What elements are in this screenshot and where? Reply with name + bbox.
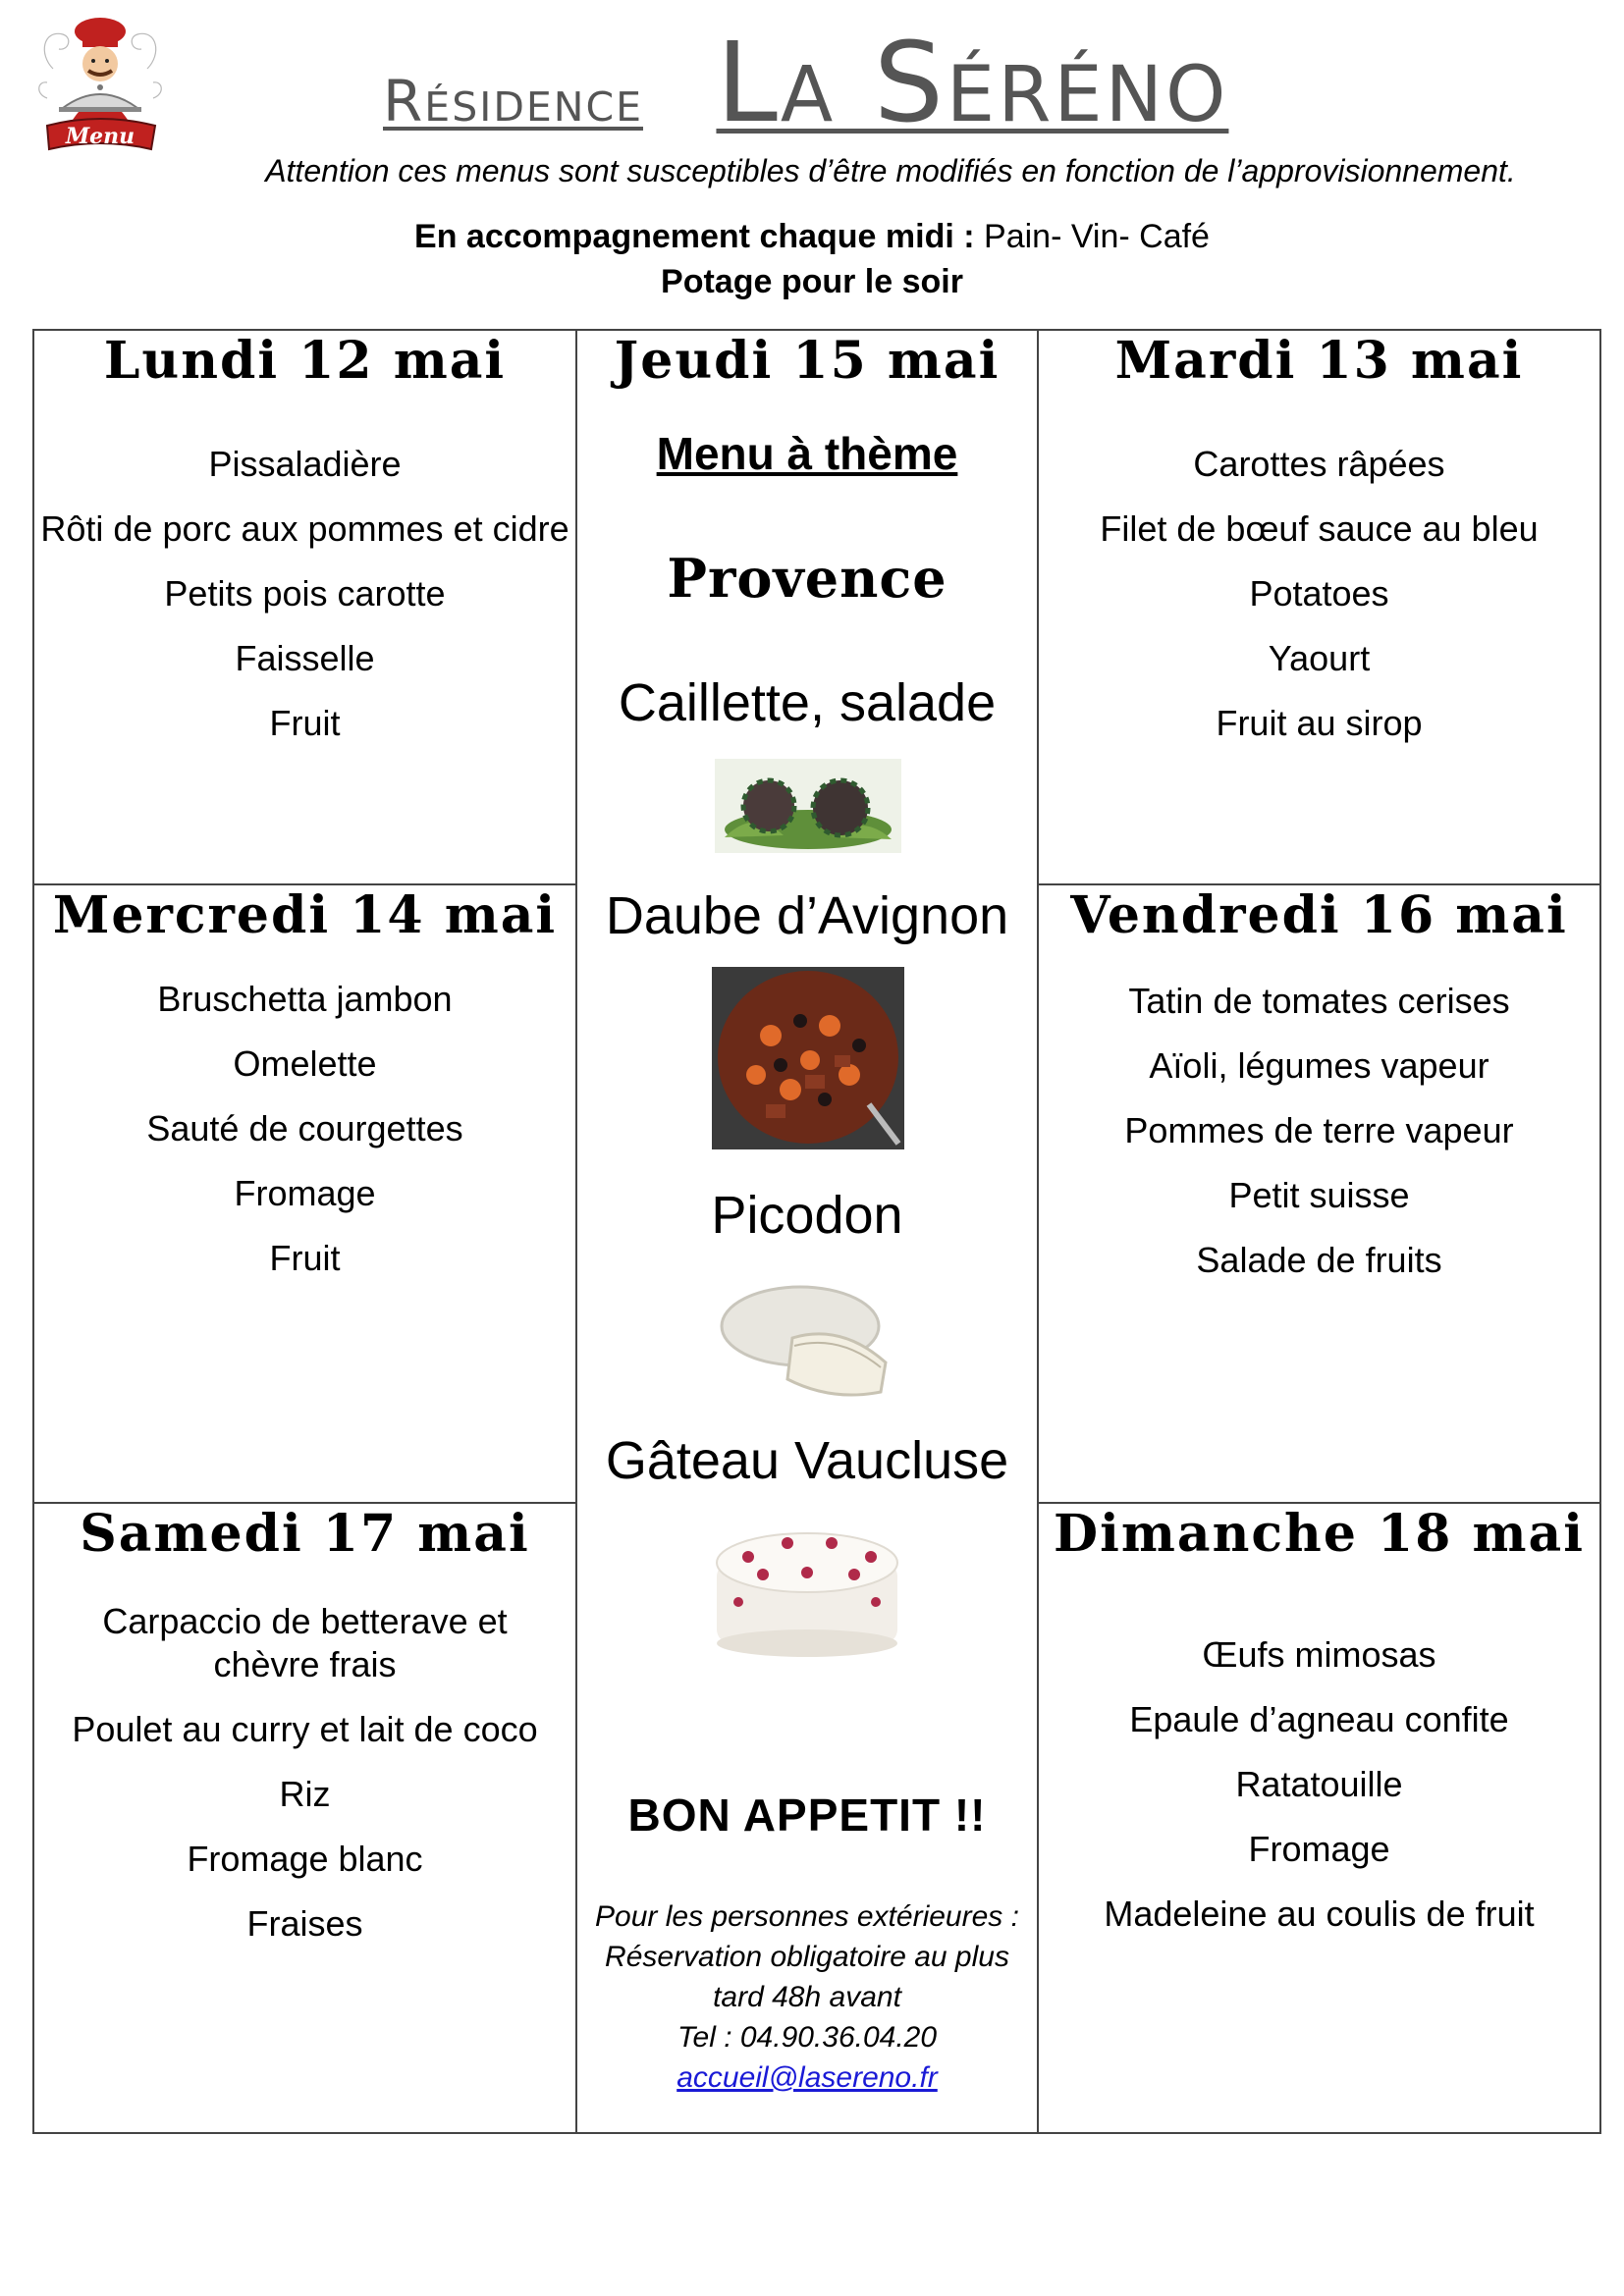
- day-title: Mercredi 14 mai: [52, 885, 558, 945]
- daube-photo: [712, 967, 904, 1149]
- theme-heading: Menu à thème: [656, 428, 958, 479]
- menu-item: Riz: [279, 1774, 331, 1815]
- menu-items: [1039, 1633, 1599, 1936]
- contact-line: tard 48h avant: [713, 1981, 901, 2013]
- menu-item: Fruit: [269, 703, 341, 744]
- menu-item: Fromage blanc: [187, 1839, 423, 1880]
- gateau-photo: [709, 1514, 905, 1661]
- menu-item: Petit suisse: [1228, 1175, 1410, 1216]
- menu-items: [1039, 443, 1599, 745]
- menu-item: Madeleine au coulis de fruit: [1104, 1894, 1535, 1935]
- dish-name: Picodon: [711, 1186, 903, 1245]
- day-cell-dimanche: [1039, 1504, 1599, 2132]
- bon-appetit: BON APPETIT !!: [627, 1789, 987, 1841]
- accompaniment-line: [0, 218, 1624, 256]
- day-cell-samedi: [34, 1504, 575, 2132]
- menu-item: Ratatouille: [1235, 1764, 1403, 1805]
- menu-item: Poulet au curry et lait de coco: [72, 1709, 538, 1750]
- menu-item: Pommes de terre vapeur: [1124, 1110, 1514, 1151]
- title-prefix: Résidence: [383, 68, 644, 134]
- menu-item: Potatoes: [1249, 573, 1389, 614]
- menu-item: Sauté de courgettes: [146, 1108, 463, 1149]
- menu-items: [34, 1600, 575, 1945]
- menu-item: Faisselle: [235, 638, 375, 679]
- title-name: La Séréno: [716, 20, 1229, 147]
- menu-items: [1039, 980, 1599, 1282]
- dish-name: Gâteau Vaucluse: [605, 1431, 1009, 1490]
- contact-line: Pour les personnes extérieures :: [595, 1900, 1019, 1933]
- contact-line: Réservation obligatoire au plus: [605, 1941, 1009, 1973]
- day-title: Samedi 17 mai: [80, 1504, 530, 1564]
- caillette-photo: [715, 759, 901, 853]
- menu-item: Bruschetta jambon: [157, 979, 453, 1020]
- day-cell-jeudi: [576, 331, 1038, 2132]
- menu-item: Omelette: [233, 1043, 377, 1085]
- picodon-photo: [714, 1269, 904, 1407]
- menu-item: Œufs mimosas: [1202, 1634, 1436, 1676]
- contact-email-link[interactable]: accueil@lasereno.fr: [677, 2061, 938, 2094]
- residence-title: [383, 20, 1229, 147]
- theme-region: Provence: [667, 547, 947, 610]
- supply-notice: Attention ces menus sont susceptibles d’être modifiés en fonction de l’approvisionnement.: [265, 153, 1516, 188]
- menu-item: Carpaccio de betterave et chèvre frais: [102, 1601, 508, 1685]
- day-cell-vendredi: [1039, 885, 1599, 1502]
- menu-item: Fromage: [234, 1173, 376, 1214]
- menu-item: Fruit: [269, 1238, 341, 1279]
- accompaniment-label: En accompagnement chaque midi :: [414, 218, 975, 255]
- menu-item: Yaourt: [1268, 638, 1371, 679]
- evening-soup: Potage pour le soir: [661, 263, 963, 300]
- menu-item: Fruit au sirop: [1216, 703, 1423, 744]
- menu-item: Salade de fruits: [1196, 1240, 1442, 1281]
- menu-item: Tatin de tomates cerises: [1128, 981, 1510, 1022]
- day-cell-lundi: [34, 331, 575, 883]
- day-title: Jeudi 15 mai: [614, 331, 1001, 391]
- chef-menu-logo: [33, 10, 167, 167]
- contact-phone: Tel : 04.90.36.04.20: [677, 2021, 938, 2054]
- day-cell-mardi: [1039, 331, 1599, 883]
- menu-item: Fraises: [246, 1902, 363, 1944]
- menu-item: Fromage: [1248, 1829, 1390, 1870]
- day-cell-mercredi: [34, 885, 575, 1502]
- accompaniment-value: Pain- Vin- Café: [974, 218, 1210, 255]
- dish-name: Daube d’Avignon: [605, 886, 1009, 945]
- day-title: Lundi 12 mai: [103, 331, 507, 391]
- logo-text: Menu: [65, 124, 135, 149]
- menu-item: Rôti de porc aux pommes et cidre: [40, 508, 569, 550]
- menu-items: [34, 978, 575, 1280]
- dish-name: Caillette, salade: [618, 673, 997, 732]
- day-title: Dimanche 18 mai: [1054, 1504, 1585, 1564]
- menu-item: Pissaladière: [208, 444, 402, 485]
- menu-item: Epaule d’agneau confite: [1129, 1699, 1509, 1740]
- reservation-info: [576, 1896, 1038, 2098]
- menu-item: Aïoli, légumes vapeur: [1149, 1045, 1489, 1087]
- menu-item: Carottes râpées: [1193, 444, 1445, 485]
- menu-item: Petits pois carotte: [164, 573, 446, 614]
- menu-items: [34, 443, 575, 745]
- menu-item: Filet de bœuf sauce au bleu: [1100, 508, 1539, 550]
- day-title: Vendredi 16 mai: [1070, 885, 1568, 945]
- day-title: Mardi 13 mai: [1114, 331, 1524, 391]
